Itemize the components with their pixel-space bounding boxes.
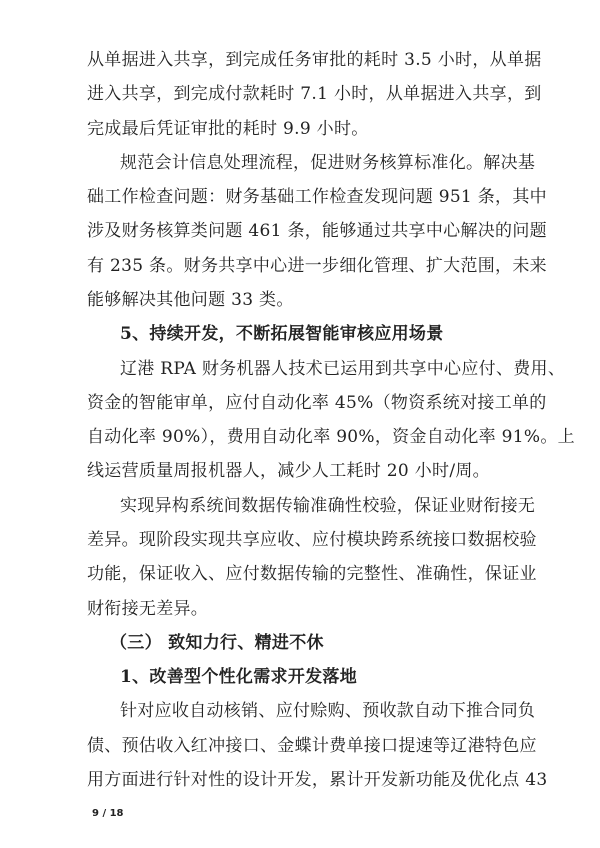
text-line: 能够解决其他问题 33 类。 bbox=[87, 290, 294, 310]
text-line: 差异。现阶段实现共享应收、应付模块跨系统接口数据校验 bbox=[87, 530, 537, 550]
text-line: 规范会计信息处理流程，促进财务核算标准化。解决基 bbox=[120, 153, 536, 173]
text-line: 进入共享，到完成付款耗时 7.1 小时，从单据进入共享，到 bbox=[87, 84, 542, 104]
text-line: 资金的智能审单，应付自动化率 45%（物资系统对接工单的 bbox=[87, 393, 547, 413]
section-heading: （三） 致知力行、精进不休 bbox=[110, 633, 324, 653]
text-line: 用方面进行针对性的设计开发，累计开发新功能及优化点 43 bbox=[87, 770, 548, 790]
text-line: 涉及财务核算类问题 461 条，能够通过共享中心解决的问题 bbox=[87, 221, 547, 241]
text-line: 功能，保证收入、应付数据传输的完整性、准确性，保证业 bbox=[87, 564, 537, 584]
text-line: 实现异构系统间数据传输准确性校验，保证业财衔接无 bbox=[120, 496, 536, 516]
text-line: 完成最后凭证审批的耗时 9.9 小时。 bbox=[87, 119, 369, 139]
page-number: 9 / 18 bbox=[92, 808, 124, 819]
section-heading: 5、持续开发，不断拓展智能审核应用场景 bbox=[120, 324, 444, 344]
text-line: 从单据进入共享，到完成任务审批的耗时 3.5 小时，从单据 bbox=[87, 50, 542, 70]
text-line: 辽港 RPA 财务机器人技术已运用到共享中心应付、费用、 bbox=[120, 359, 566, 379]
text-line: 础工作检查问题：财务基础工作检查发现问题 951 条，其中 bbox=[87, 187, 547, 207]
text-line: 债、预估收入红冲接口、金蝶计费单接口提速等辽港特色应 bbox=[87, 736, 537, 756]
text-line: 线运营质量周报机器人，减少人工耗时 20 小时/周。 bbox=[87, 461, 490, 481]
text-line: 自动化率 90%），费用自动化率 90%，资金自动化率 91%。上 bbox=[87, 427, 575, 447]
text-line: 针对应收自动核销、应付赊购、预收款自动下推合同负 bbox=[120, 701, 536, 721]
section-heading: 1、改善型个性化需求开发落地 bbox=[120, 667, 358, 687]
text-line: 有 235 条。财务共享中心进一步细化管理、扩大范围，未来 bbox=[87, 256, 547, 276]
text-line: 财衔接无差异。 bbox=[87, 599, 209, 619]
